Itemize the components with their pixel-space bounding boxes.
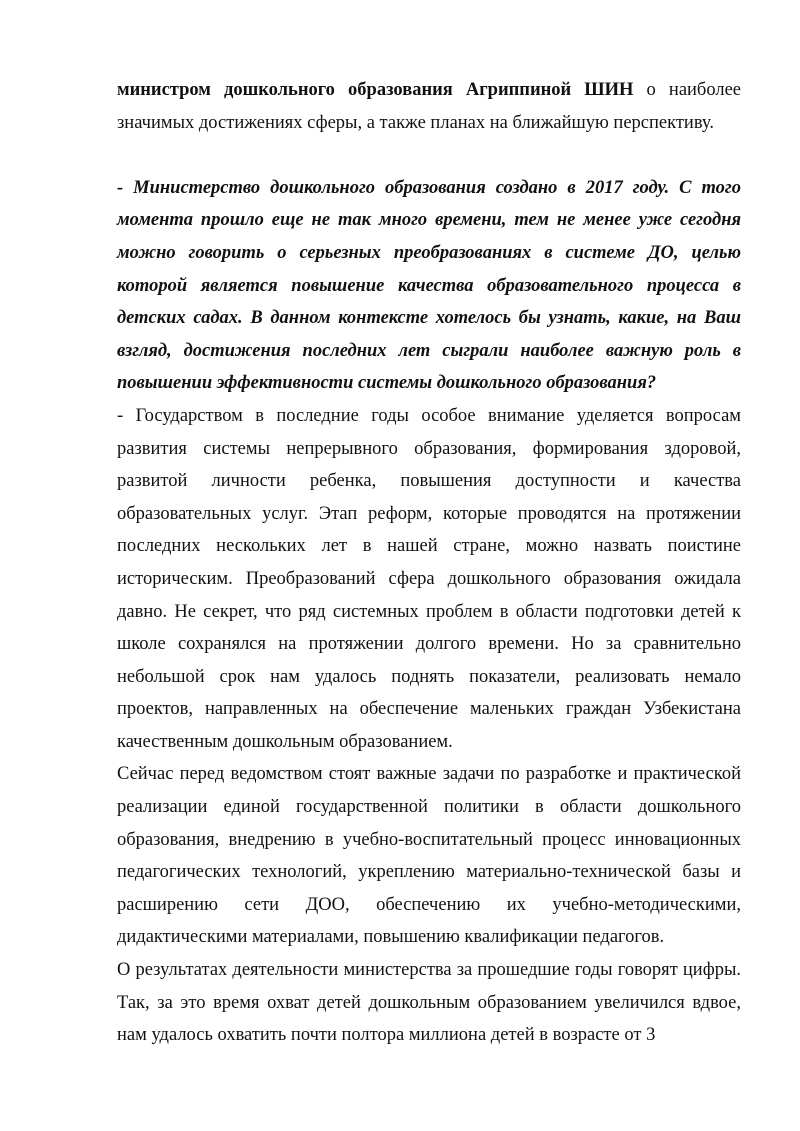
intro-text: о наиболее значимых достижениях сферы, а также планах на ближайшую перспективу. [117, 80, 742, 133]
answer-paragraph-1: - Государством в последние годы особое внимание уделяется вопросам развития системы непрерывного образования, формирования здоровой, развитой личности ребенка, повышения доступности и качества образовательных услуг. Этап реформ, которые проводятся на протяжении последних нескольких лет в нашей стране, можно назвать поистине историческим. Преобразований сфера дошкольного образования ожидала давно. Не секрет, что ряд системных проблем в области подготовки детей к школе сохранялся на протяжении долгого времени. Но за сравнительно небольшой срок нам удалось поднять показатели, реализовать немало проектов, направленных на обеспечение маленьких граждан Узбекистана качественным дошкольным образованием. [117, 405, 741, 752]
intro-paragraph [117, 74, 741, 139]
interviewee-name: министром дошкольного образования Агриппиной ШИН [117, 80, 634, 100]
answer-paragraph-2: Сейчас перед ведомством стоят важные задачи по разработке и практической реализации единой государственной политики в области дошкольного образования, внедрению в учебно-воспитательный процесс инновационных педагогических технологий, укреплению материально-технической базы и расширению сети ДОО, обеспечению их учебно-методическими, дидактическими материалами, повышению квалификации педагогов. [117, 764, 741, 948]
answer-paragraph-3: О результатах деятельности министерства за прошедшие годы говорят цифры. Так, за это время охват детей дошкольным образованием увеличился вдвое, нам удалось охватить почти полтора миллиона детей в возрасте от 3 [117, 960, 741, 1046]
interview-question: - Министерство дошкольного образования создано в 2017 году. С того момента прошло еще не так много времени, тем не менее уже сегодня можно говорить о серьезных преобразованиях в системе ДО, целью которой является повышение качества образовательного процесса в детских садах. В данном контексте хотелось бы узнать, какие, на Ваш взгляд, достижения последних лет сыграли наиболее важную роль в повышении эффективности системы дошкольного образования? [117, 177, 741, 394]
paragraph-gap [117, 139, 741, 172]
